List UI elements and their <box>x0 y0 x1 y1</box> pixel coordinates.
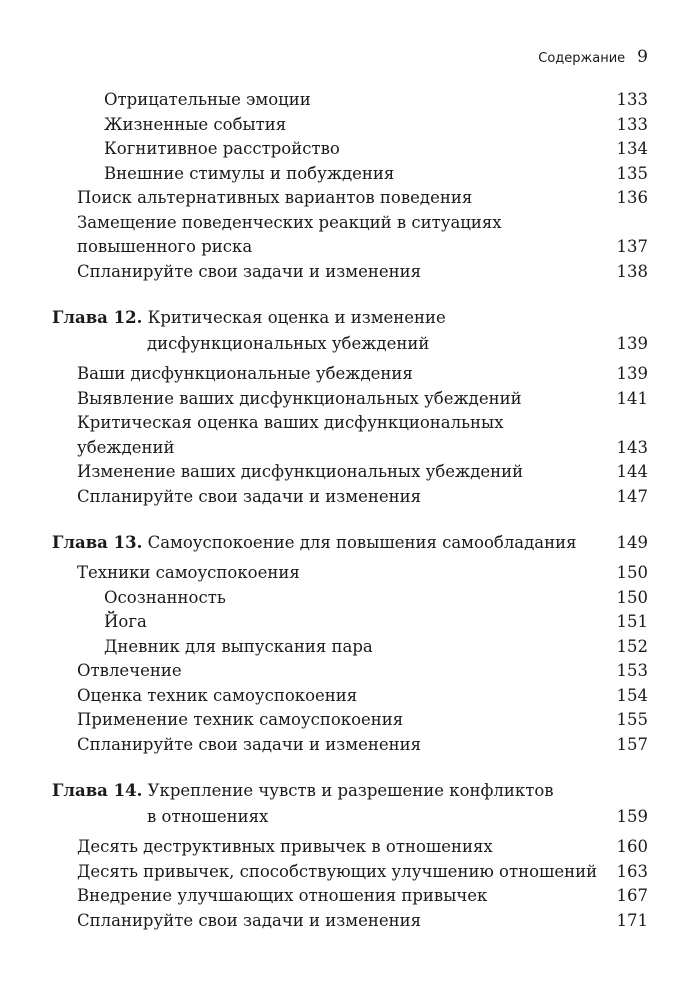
toc-entry <box>52 460 648 485</box>
toc-entry-page: 141 <box>616 388 648 408</box>
toc-entry-page: 137 <box>616 237 648 256</box>
toc-entry-title: Спланируйте свои задачи и изменения <box>77 261 422 281</box>
toc-entry-title: Спланируйте свои задачи и изменения <box>77 486 422 506</box>
toc-entry-page: 152 <box>616 636 648 656</box>
chapter-heading <box>52 530 648 556</box>
toc-entry-page: 163 <box>616 861 648 881</box>
toc-entry-title: Десять привычек, способствующих улучшению отношений <box>77 861 598 881</box>
toc-entry-title: Спланируйте свои задачи и изменения <box>77 910 422 930</box>
chapter-page: 159 <box>616 807 648 826</box>
toc-entry-title: Оценка техник самоуспокоения <box>77 685 358 705</box>
toc-entry-page: 160 <box>616 837 648 856</box>
chapter-title: Критическая оценка и изменение <box>147 308 446 327</box>
toc-entry-title: Отвлечение <box>77 661 182 680</box>
chapter-heading <box>52 305 648 357</box>
toc-entry-title: Жизненные события <box>104 114 287 134</box>
table-of-contents <box>52 88 648 933</box>
toc-entry <box>52 684 648 709</box>
toc-entry-title: Критическая оценка ваших дисфункциональных убеждений <box>77 413 504 457</box>
toc-entry-page: 153 <box>616 661 648 680</box>
toc-entry-page: 144 <box>616 462 648 481</box>
chapter-title: Укрепление чувств и разрешение конфликтов <box>147 781 554 800</box>
toc-entry-page: 151 <box>616 612 648 631</box>
toc-entry <box>52 411 648 460</box>
header-page-number: 9 <box>637 47 648 67</box>
chapter-title-cont: дисфункциональных убеждений <box>147 334 430 353</box>
toc-entry-page: 150 <box>616 563 648 582</box>
toc-entry-page: 143 <box>616 437 648 457</box>
toc-entry <box>52 610 648 635</box>
toc-entry <box>52 260 648 285</box>
toc-entry-title: Йога <box>104 612 147 631</box>
toc-entry-title: Внешние стимулы и побуждения <box>104 163 395 183</box>
toc-entry-page: 133 <box>616 90 648 109</box>
toc-entry-page: 138 <box>616 261 648 281</box>
toc-entry-page: 157 <box>616 734 648 754</box>
toc-entry-page: 147 <box>616 486 648 506</box>
toc-entry <box>52 235 648 260</box>
chapter-label: Глава 14. <box>52 781 143 800</box>
toc-entry-page: 150 <box>616 587 648 607</box>
toc-entry-page: 167 <box>616 886 648 905</box>
chapter-heading <box>52 778 648 830</box>
running-header <box>538 47 648 67</box>
toc-entry-title: Дневник для выпускания пара <box>104 636 373 656</box>
toc-entry-title: Изменение ваших дисфункциональных убеждений <box>77 462 524 481</box>
toc-entry <box>52 659 648 684</box>
toc-entry-title: Когнитивное расстройство <box>104 139 340 158</box>
toc-entry <box>52 586 648 611</box>
toc-entry-title: Техники самоуспокоения <box>77 563 300 582</box>
toc-entry <box>52 88 648 113</box>
toc-entry-title: Спланируйте свои задачи и изменения <box>77 734 422 754</box>
toc-entry <box>52 137 648 162</box>
toc-entry <box>52 162 648 187</box>
chapter-page: 149 <box>616 533 648 552</box>
toc-entry-title: Десять деструктивных привычек в отношениях <box>77 837 493 856</box>
toc-entry-title: Выявление ваших дисфункциональных убеждений <box>77 388 522 408</box>
toc-entry-title: Поиск альтернативных вариантов поведения <box>77 188 473 207</box>
toc-entry-title: Осознанность <box>104 587 226 607</box>
toc-entry-title: Отрицательные эмоции <box>104 90 311 109</box>
toc-entry <box>52 733 648 758</box>
toc-entry-title: Ваши дисфункциональные убеждения <box>77 364 413 383</box>
toc-entry-page: 136 <box>616 188 648 207</box>
toc-entry <box>52 211 648 236</box>
toc-entry-page: 155 <box>616 710 648 729</box>
toc-entry <box>52 708 648 733</box>
toc-entry-page: 139 <box>616 364 648 383</box>
chapter-label: Глава 13. <box>52 533 143 552</box>
chapter-page: 139 <box>616 334 648 353</box>
toc-entry <box>52 884 648 909</box>
toc-entry-page: 133 <box>616 114 648 134</box>
toc-entry <box>52 860 648 885</box>
toc-entry-title: Применение техник самоуспокоения <box>77 710 404 729</box>
toc-entry-title: повышенного риска <box>77 237 253 256</box>
toc-entry-title: Замещение поведенческих реакций в ситуациях <box>77 212 502 232</box>
toc-entry-page: 171 <box>616 910 648 930</box>
toc-entry <box>52 113 648 138</box>
toc-entry-title: Внедрение улучшающих отношения привычек <box>77 886 488 905</box>
chapter-title-cont: в отношениях <box>147 807 269 826</box>
toc-entry <box>52 186 648 211</box>
toc-entry <box>52 561 648 586</box>
toc-entry-page: 154 <box>616 685 648 705</box>
toc-entry-page: 135 <box>616 163 648 183</box>
toc-entry <box>52 635 648 660</box>
toc-entry <box>52 835 648 860</box>
header-title: Содержание <box>538 51 626 66</box>
toc-entry <box>52 362 648 387</box>
toc-entry-page: 134 <box>616 139 648 158</box>
toc-entry <box>52 485 648 510</box>
toc-entry <box>52 387 648 412</box>
chapter-title: Самоуспокоение для повышения самообладания <box>147 533 577 552</box>
chapter-label: Глава 12. <box>52 308 143 327</box>
toc-entry <box>52 909 648 934</box>
